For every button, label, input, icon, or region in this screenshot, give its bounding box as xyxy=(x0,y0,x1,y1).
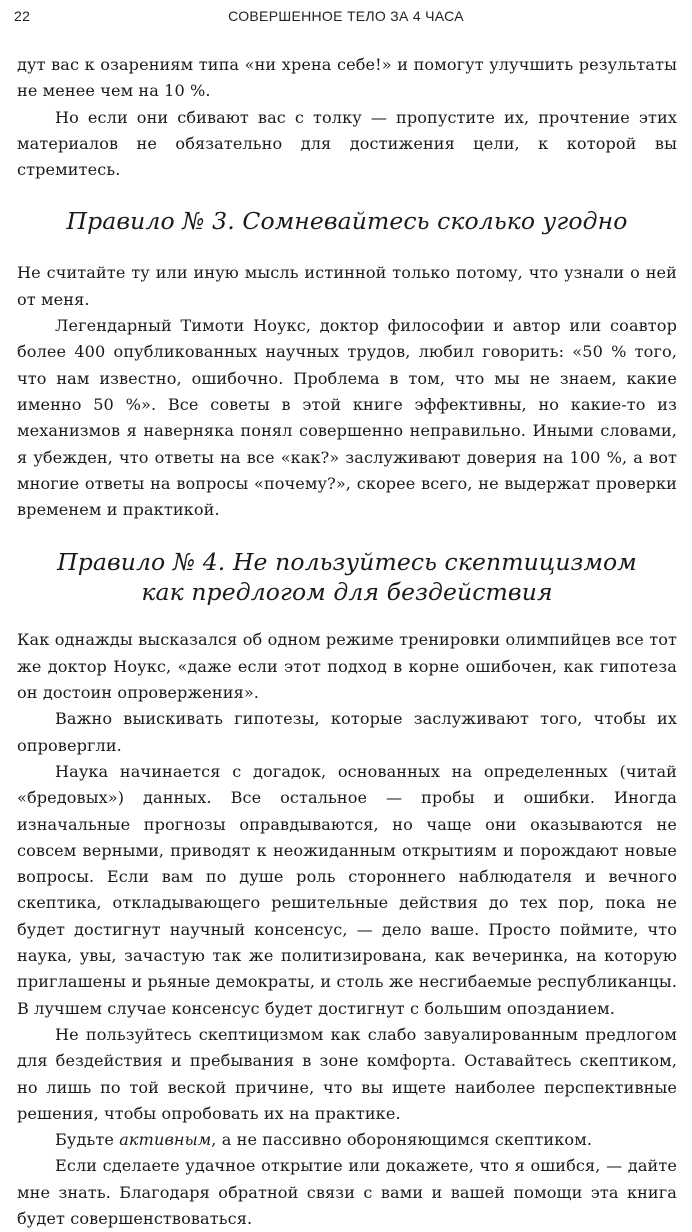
paragraph: Не пользуйтесь скептицизмом как слабо завуалированным предлогом для бездействия и пребывания в зоне комфорта. Оставайтесь скептиком, но лишь по той веской причине, что вы ищете наиболее перспективные решения, чтобы опробовать их на практике. xyxy=(17,1024,677,1123)
paragraph xyxy=(17,1127,677,1153)
running-head xyxy=(14,8,678,30)
section-heading-rule-4 xyxy=(17,547,677,607)
paragraph: дут вас к озарениям типа «ни хрена себе!» и помогут улучшить результаты не менее чем на 10 %. xyxy=(17,55,677,101)
paragraph: Наука начинается с догадок, основанных на определенных (читай «бредовых») данных. Все остальное — пробы и ошибки. Иногда изначальные прогнозы оправдываются, но чаще они оказываются не совсем верными, приводят к неожиданным открытиям и порождают новые вопросы. Если вам по душе роль стороннего наблюдателя и вечного скептика, откладывающего решительные действия до тех пор, пока не будет достигнут научный консенсус, — дело ваше. Просто поймите, что наука, увы, зачастую так же политизирована, как вечеринка, на которую приглашены и рьяные демократы, и столь же несгибаемые республиканцы. В лучшем случае консенсус будет достигнут с большим опозданием. xyxy=(17,761,677,1018)
heading-line: как предлогом для бездействия xyxy=(141,578,553,607)
heading-line: Правило № 4. Не пользуйтесь скептицизмом xyxy=(57,548,637,577)
section-heading-rule-3: Правило № 3. Сомневайтесь сколько угодно xyxy=(66,207,628,236)
page-number: 22 xyxy=(14,8,31,24)
paragraph: Как однажды высказался об одном режиме тренировки олимпийцев все тот же доктор Ноукс, «даже если этот подход в корне ошибочен, как гипотеза он достоин опровержения». xyxy=(17,630,677,703)
paragraph: Если сделаете удачное открытие или докажете, что я ошибся, — дайте мне знать. Благодаря обратной связи с вами и вашей помощи эта книга будет совершенствоваться. xyxy=(17,1156,677,1228)
paragraph: Важно выискивать гипотезы, которые заслуживают того, чтобы их опровергли. xyxy=(17,709,677,755)
paragraph: Не считайте ту или иную мысль истинной только потому, что узнали о ней от меня. xyxy=(17,263,677,309)
text-run: , а не пассивно обороняющимся скептиком. xyxy=(211,1130,593,1150)
paragraph: Легендарный Тимоти Ноукс, доктор философии и автор или соавтор более 400 опубликованных научных трудов, любил говорить: «50 % того, что нам известно, ошибочно. Проблема в том, что мы не знаем, какие именно 50 %». Все советы в этой книге эффективны, но какие-то из механизмов я наверняка понял совершенно неправильно. Иными словами, я убежден, что ответы на все «как?» заслуживают доверия на 100 %, а вот многие ответы на вопросы «почему?», скорее всего, не выдержат проверки временем и практикой. xyxy=(17,316,677,520)
page-body xyxy=(17,52,677,1232)
running-title: СОВЕРШЕННОЕ ТЕЛО ЗА 4 ЧАСА xyxy=(228,8,464,24)
emphasis-text: активным xyxy=(119,1130,212,1150)
paragraph: Но если они сбивают вас с толку — пропустите их, прочтение этих материалов не обязательно для достижения цели, к которой вы стремитесь. xyxy=(17,107,677,180)
text-run: Будьте xyxy=(55,1130,120,1150)
